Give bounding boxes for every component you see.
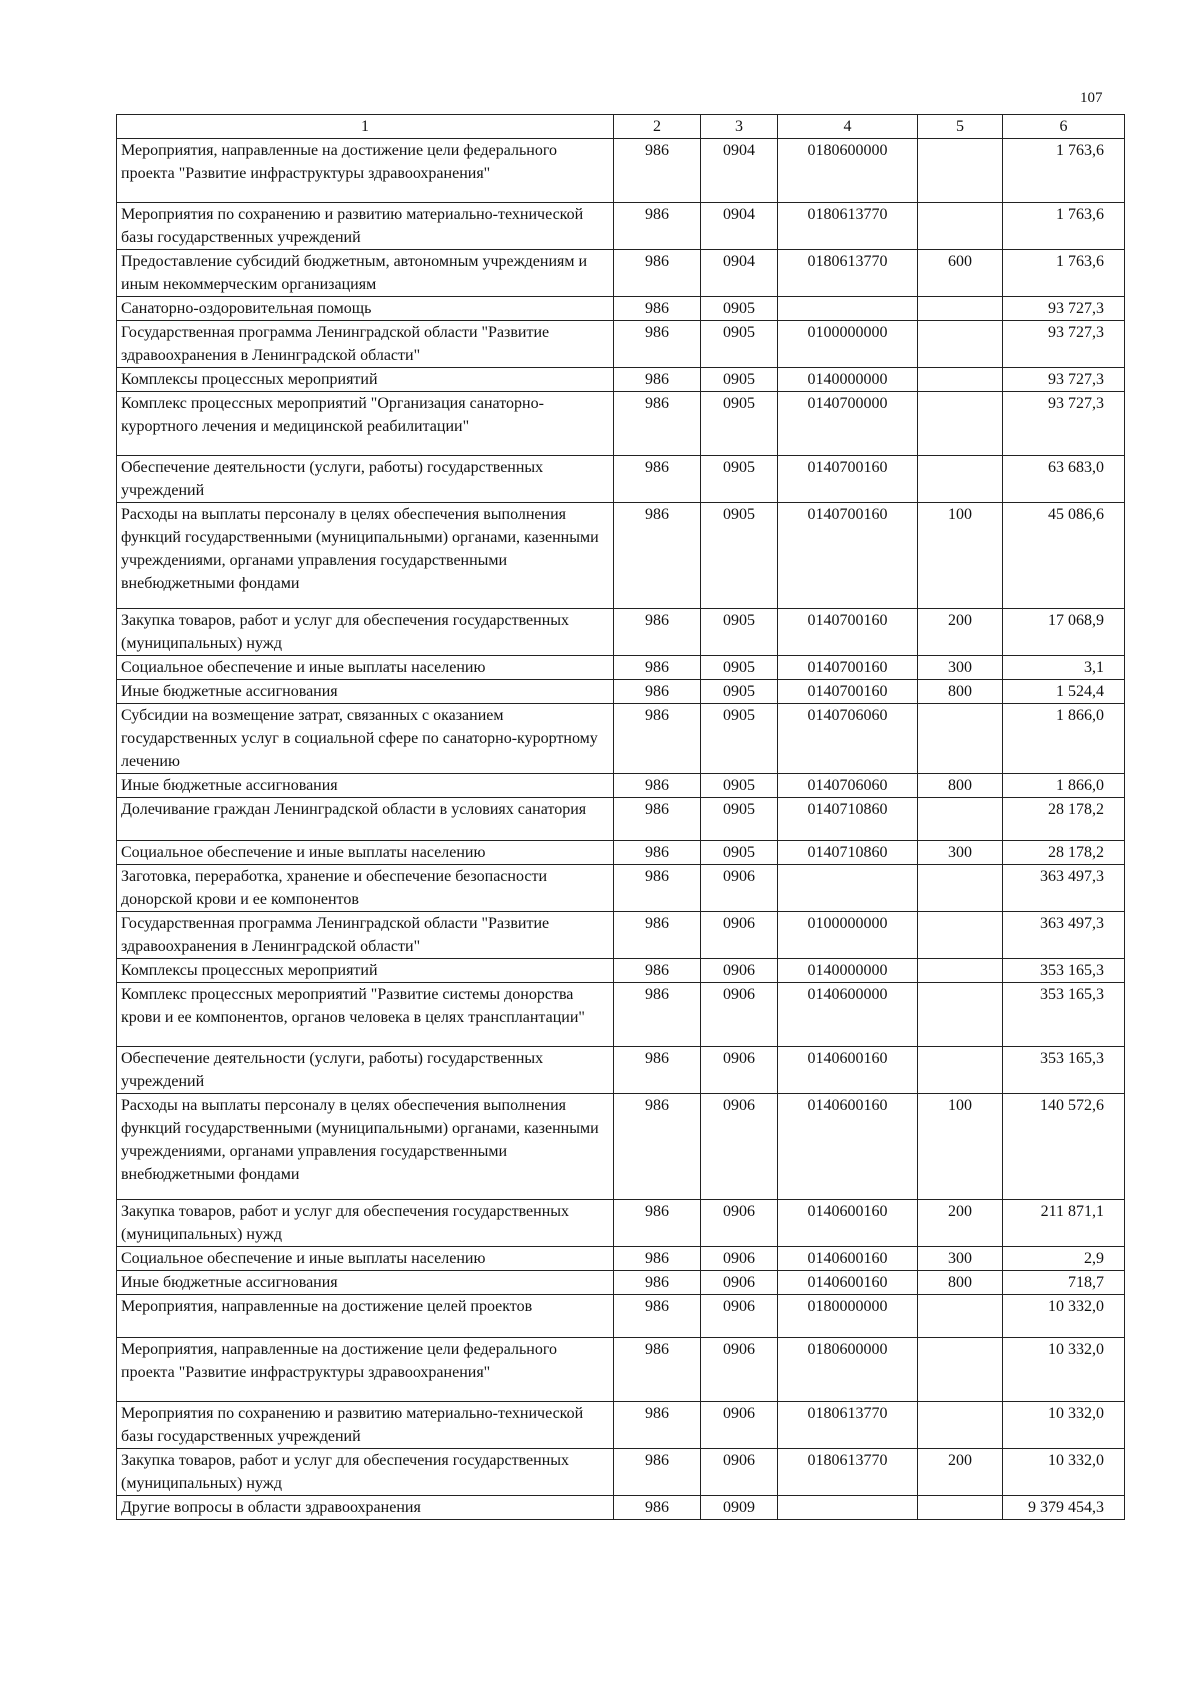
cell-target-article: 0180613770 [778,250,918,297]
table-row [117,912,1125,959]
cell-target-article: 0140710860 [778,798,918,841]
cell-amount: 93 727,3 [1003,321,1125,368]
cell-name: Обеспечение деятельности (услуги, работы) государственных учреждений [117,1047,614,1094]
cell-amount: 3,1 [1003,656,1125,680]
cell-amount: 63 683,0 [1003,456,1125,503]
cell-section: 0906 [701,865,778,912]
cell-target-article: 0140600160 [778,1271,918,1295]
cell-amount: 353 165,3 [1003,983,1125,1047]
cell-expense-type [918,1295,1003,1338]
cell-expense-type: 100 [918,503,1003,609]
cell-target-article: 0140000000 [778,368,918,392]
cell-name: Мероприятия, направленные на достижение целей проектов [117,1295,614,1338]
cell-section: 0906 [701,1247,778,1271]
cell-expense-type [918,798,1003,841]
table-row [117,1200,1125,1247]
cell-target-article: 0100000000 [778,912,918,959]
cell-target-article: 0180613770 [778,203,918,250]
cell-name: Мероприятия, направленные на достижение цели федерального проекта "Развитие инфраструктуры здравоохранения" [117,139,614,203]
cell-target-article [778,297,918,321]
cell-amount: 17 068,9 [1003,609,1125,656]
cell-section: 0905 [701,392,778,456]
page-number: 107 [1080,90,1103,106]
cell-expense-type: 300 [918,841,1003,865]
table-row [117,456,1125,503]
table-row [117,798,1125,841]
cell-amount: 211 871,1 [1003,1200,1125,1247]
cell-name: Комплекс процессных мероприятий "Развитие системы донорства крови и ее компонентов, органов человека в целях трансплантации" [117,983,614,1047]
cell-expense-type: 300 [918,656,1003,680]
table-row [117,656,1125,680]
cell-name: Мероприятия по сохранению и развитию материально-технической базы государственных учреждений [117,203,614,250]
cell-target-article: 0140600160 [778,1094,918,1200]
cell-target-article: 0140600160 [778,1247,918,1271]
cell-ved: 986 [614,865,701,912]
table-row [117,1094,1125,1200]
cell-section: 0906 [701,912,778,959]
cell-name: Расходы на выплаты персоналу в целях обеспечения выполнения функций государственными (муниципальными) органами, казенными учреждениями, органами управления государственными внебюджетными фондами [117,1094,614,1200]
cell-name: Расходы на выплаты персоналу в целях обеспечения выполнения функций государственными (муниципальными) органами, казенными учреждениями, органами управления государственными внебюджетными фондами [117,503,614,609]
cell-section: 0906 [701,959,778,983]
table-row [117,392,1125,456]
cell-section: 0906 [701,1200,778,1247]
cell-target-article: 0140706060 [778,704,918,774]
cell-name: Мероприятия, направленные на достижение цели федерального проекта "Развитие инфраструктуры здравоохранения" [117,1338,614,1402]
cell-expense-type: 200 [918,609,1003,656]
cell-ved: 986 [614,1094,701,1200]
cell-ved: 986 [614,1200,701,1247]
cell-ved: 986 [614,1496,701,1520]
cell-expense-type: 600 [918,250,1003,297]
cell-amount: 10 332,0 [1003,1338,1125,1402]
table-row [117,865,1125,912]
table-row [117,297,1125,321]
table-row [117,321,1125,368]
cell-target-article: 0140700000 [778,392,918,456]
cell-target-article: 0140600160 [778,1047,918,1094]
table-row [117,368,1125,392]
cell-name: Заготовка, переработка, хранение и обеспечение безопасности донорской крови и ее компонентов [117,865,614,912]
table-row [117,1402,1125,1449]
cell-section: 0905 [701,368,778,392]
table-row [117,139,1125,203]
cell-ved: 986 [614,392,701,456]
cell-target-article: 0180600000 [778,139,918,203]
cell-ved: 986 [614,1271,701,1295]
cell-ved: 986 [614,1402,701,1449]
cell-section: 0906 [701,1338,778,1402]
table-row [117,203,1125,250]
cell-name: Субсидии на возмещение затрат, связанных с оказанием государственных услуг в социальной сфере по санаторно-курортному лечению [117,704,614,774]
cell-section: 0906 [701,1402,778,1449]
cell-expense-type [918,368,1003,392]
table-row [117,250,1125,297]
table-row [117,1496,1125,1520]
cell-expense-type [918,297,1003,321]
cell-section: 0904 [701,250,778,297]
cell-name: Комплексы процессных мероприятий [117,959,614,983]
cell-target-article: 0180000000 [778,1295,918,1338]
cell-amount: 1 763,6 [1003,139,1125,203]
cell-name: Другие вопросы в области здравоохранения [117,1496,614,1520]
cell-amount: 718,7 [1003,1271,1125,1295]
cell-section: 0906 [701,1295,778,1338]
cell-section: 0906 [701,983,778,1047]
cell-section: 0906 [701,1271,778,1295]
cell-amount: 363 497,3 [1003,912,1125,959]
cell-target-article: 0180613770 [778,1402,918,1449]
cell-name: Долечивание граждан Ленинградской области в условиях санатория [117,798,614,841]
cell-name: Социальное обеспечение и иные выплаты населению [117,1247,614,1271]
cell-ved: 986 [614,1449,701,1496]
budget-table [116,114,1125,1520]
cell-target-article: 0140700160 [778,609,918,656]
table-row [117,609,1125,656]
cell-target-article: 0140710860 [778,841,918,865]
cell-expense-type: 100 [918,1094,1003,1200]
cell-target-article: 0140700160 [778,656,918,680]
header-row [117,115,1125,139]
cell-amount: 1 524,4 [1003,680,1125,704]
cell-name: Государственная программа Ленинградской области "Развитие здравоохранения в Ленинградской области" [117,912,614,959]
cell-expense-type [918,1496,1003,1520]
cell-expense-type: 800 [918,680,1003,704]
cell-name: Иные бюджетные ассигнования [117,774,614,798]
cell-section: 0905 [701,841,778,865]
header-cell-3: 3 [701,115,778,139]
cell-name: Санаторно-оздоровительная помощь [117,297,614,321]
cell-expense-type: 200 [918,1200,1003,1247]
table-row [117,680,1125,704]
cell-ved: 986 [614,609,701,656]
cell-amount: 93 727,3 [1003,297,1125,321]
cell-target-article: 0140600000 [778,983,918,1047]
cell-section: 0906 [701,1449,778,1496]
cell-amount: 45 086,6 [1003,503,1125,609]
cell-expense-type [918,1338,1003,1402]
cell-section: 0905 [701,297,778,321]
cell-name: Социальное обеспечение и иные выплаты населению [117,841,614,865]
cell-name: Иные бюджетные ассигнования [117,1271,614,1295]
cell-amount: 10 332,0 [1003,1449,1125,1496]
cell-section: 0905 [701,656,778,680]
cell-target-article: 0140000000 [778,959,918,983]
cell-section: 0905 [701,704,778,774]
cell-expense-type [918,139,1003,203]
cell-amount: 1 866,0 [1003,774,1125,798]
cell-amount: 28 178,2 [1003,798,1125,841]
cell-ved: 986 [614,680,701,704]
table-row [117,1449,1125,1496]
cell-name: Государственная программа Ленинградской области "Развитие здравоохранения в Ленинградской области" [117,321,614,368]
table-row [117,959,1125,983]
cell-expense-type: 800 [918,774,1003,798]
cell-expense-type [918,321,1003,368]
cell-section: 0905 [701,774,778,798]
cell-expense-type [918,203,1003,250]
table-row [117,503,1125,609]
cell-ved: 986 [614,704,701,774]
cell-section: 0905 [701,680,778,704]
cell-amount: 10 332,0 [1003,1295,1125,1338]
cell-target-article: 0180600000 [778,1338,918,1402]
cell-name: Социальное обеспечение и иные выплаты населению [117,656,614,680]
cell-amount: 353 165,3 [1003,959,1125,983]
cell-section: 0906 [701,1047,778,1094]
cell-name: Комплекс процессных мероприятий "Организация санаторно-курортного лечения и медицинской реабилитации" [117,392,614,456]
cell-expense-type [918,1047,1003,1094]
cell-expense-type [918,912,1003,959]
cell-ved: 986 [614,1338,701,1402]
table-row [117,1295,1125,1338]
cell-name: Предоставление субсидий бюджетным, автономным учреждениям и иным некоммерческим организациям [117,250,614,297]
cell-section: 0905 [701,503,778,609]
cell-target-article: 0180613770 [778,1449,918,1496]
cell-section: 0905 [701,456,778,503]
cell-expense-type [918,704,1003,774]
header-cell-6: 6 [1003,115,1125,139]
cell-amount: 9 379 454,3 [1003,1496,1125,1520]
cell-ved: 986 [614,841,701,865]
cell-expense-type [918,959,1003,983]
cell-amount: 2,9 [1003,1247,1125,1271]
table-row [117,704,1125,774]
cell-ved: 986 [614,959,701,983]
header-cell-1: 1 [117,115,614,139]
cell-ved: 986 [614,203,701,250]
cell-target-article: 0140600160 [778,1200,918,1247]
cell-section: 0909 [701,1496,778,1520]
cell-target-article: 0140706060 [778,774,918,798]
cell-name: Обеспечение деятельности (услуги, работы) государственных учреждений [117,456,614,503]
table-row [117,1247,1125,1271]
cell-name: Закупка товаров, работ и услуг для обеспечения государственных (муниципальных) нужд [117,1449,614,1496]
cell-amount: 363 497,3 [1003,865,1125,912]
cell-name: Комплексы процессных мероприятий [117,368,614,392]
cell-section: 0904 [701,203,778,250]
cell-expense-type [918,392,1003,456]
cell-target-article: 0140700160 [778,680,918,704]
cell-amount: 10 332,0 [1003,1402,1125,1449]
cell-amount: 1 866,0 [1003,704,1125,774]
cell-section: 0904 [701,139,778,203]
cell-name: Закупка товаров, работ и услуг для обеспечения государственных (муниципальных) нужд [117,609,614,656]
cell-amount: 93 727,3 [1003,392,1125,456]
cell-ved: 986 [614,912,701,959]
cell-target-article [778,1496,918,1520]
cell-ved: 986 [614,774,701,798]
cell-target-article: 0140700160 [778,456,918,503]
cell-ved: 986 [614,321,701,368]
cell-ved: 986 [614,1247,701,1271]
cell-amount: 1 763,6 [1003,250,1125,297]
cell-ved: 986 [614,656,701,680]
cell-section: 0906 [701,1094,778,1200]
table-row [117,1338,1125,1402]
cell-name: Закупка товаров, работ и услуг для обеспечения государственных (муниципальных) нужд [117,1200,614,1247]
cell-target-article: 0100000000 [778,321,918,368]
table-row [117,1047,1125,1094]
table-row [117,983,1125,1047]
header-cell-2: 2 [614,115,701,139]
cell-ved: 986 [614,456,701,503]
cell-amount: 28 178,2 [1003,841,1125,865]
cell-expense-type: 300 [918,1247,1003,1271]
cell-amount: 1 763,6 [1003,203,1125,250]
cell-expense-type [918,983,1003,1047]
cell-ved: 986 [614,297,701,321]
cell-expense-type [918,456,1003,503]
cell-target-article [778,865,918,912]
cell-ved: 986 [614,983,701,1047]
table-body [117,139,1125,1520]
cell-ved: 986 [614,139,701,203]
cell-ved: 986 [614,1295,701,1338]
cell-amount: 93 727,3 [1003,368,1125,392]
table-row [117,841,1125,865]
cell-section: 0905 [701,321,778,368]
cell-ved: 986 [614,1047,701,1094]
cell-ved: 986 [614,503,701,609]
cell-ved: 986 [614,798,701,841]
table-row [117,1271,1125,1295]
header-cell-4: 4 [778,115,918,139]
table-row [117,774,1125,798]
cell-expense-type [918,1402,1003,1449]
cell-name: Иные бюджетные ассигнования [117,680,614,704]
cell-ved: 986 [614,368,701,392]
cell-expense-type: 800 [918,1271,1003,1295]
cell-expense-type: 200 [918,1449,1003,1496]
cell-section: 0905 [701,798,778,841]
header-cell-5: 5 [918,115,1003,139]
cell-amount: 353 165,3 [1003,1047,1125,1094]
cell-expense-type [918,865,1003,912]
cell-ved: 986 [614,250,701,297]
cell-name: Мероприятия по сохранению и развитию материально-технической базы государственных учреждений [117,1402,614,1449]
cell-section: 0905 [701,609,778,656]
cell-amount: 140 572,6 [1003,1094,1125,1200]
cell-target-article: 0140700160 [778,503,918,609]
